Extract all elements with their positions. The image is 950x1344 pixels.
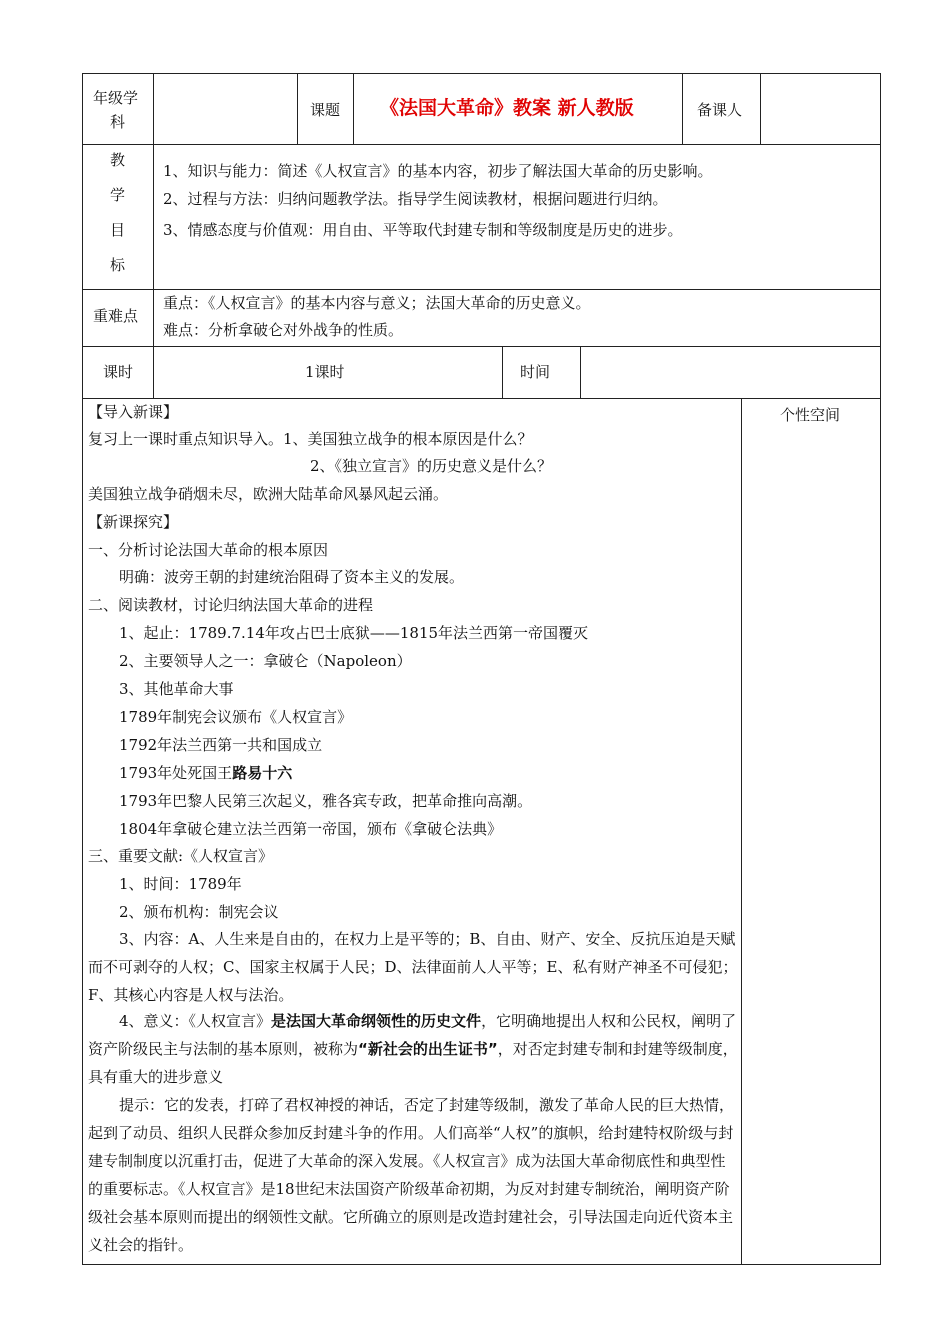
preparer-label: 备课人 (697, 101, 743, 119)
table-border-right (880, 73, 881, 1265)
col-divider-label (153, 73, 154, 398)
section-2-title: 二、阅读教材，讨论归纳法国大革命的进程 (88, 596, 374, 614)
section-3-title: 三、重要文献:《人权宣言》 (88, 847, 274, 865)
table-border-bottom (82, 1264, 881, 1265)
row-divider-1 (82, 144, 881, 145)
time-label: 时间 (520, 363, 551, 381)
topic-label: 课题 (310, 101, 341, 119)
significance-bold-certificate: “新社会的出生证书” (358, 1040, 498, 1058)
section-3-tip: 提示：它的发表，打碎了君权神授的神话，否定了封建等级制，激发了革命人民的巨大热情，起到了动员、组织人民群众参加反封建斗争的作用。人们高举“人权”的旗帜，给封建特权阶级与封建专制制度以沉重打击，促进了大革命的深入发展。《人权宣言》成为法国大革命彻底性和典型性的重要标志。《人权宣言》是18世纪末法国资产阶级革命初期，为反对封建专制统治，阐明资产阶级社会基本原则而提出的纲领性文献。它所确立的原则是改造封建社会，引导法国走向近代资本主义社会的指针。 (88, 1096, 735, 1254)
keypoints-label: 重难点 (93, 307, 139, 325)
objective-item-2: 2、过程与方法：归纳问题教学法。指导学生阅读教材，根据问题进行归纳。 (163, 190, 668, 208)
col-divider-topic (297, 73, 298, 144)
row-divider-2 (82, 289, 881, 290)
objective-item-3: 3、情感态度与价值观：用自由、平等取代封建专制和等级制度是历史的进步。 (163, 221, 683, 239)
hours-label: 课时 (103, 363, 134, 381)
event-1789: 1789年制宪会议颁布《人权宣言》 (119, 708, 353, 726)
grade-label-line2: 科 (110, 113, 126, 131)
significance-bold-document: 是法国大革命纲领性的历史文件 (271, 1012, 482, 1030)
col-divider-time-label (502, 346, 503, 398)
intro-transition: 美国独立战争硝烟未尽，欧洲大陆革命风暴风起云涌。 (88, 485, 449, 503)
significance-part-a: 4、意义：《人权宣言》 (119, 1012, 272, 1030)
row-divider-4 (82, 398, 881, 399)
objectives-label-char-4: 标 (110, 256, 126, 274)
event-1804: 1804年拿破仑建立法兰西第一帝国，颁布《拿破仑法典》 (119, 820, 503, 838)
event-1793-prefix: 1793年处死国王 (119, 764, 233, 782)
significance-part-c: ，它明确地提出人权和公民权，阐明了资产阶级民主与法制的基本原则，被称为 (88, 1012, 737, 1058)
section-1-answer: 明确：波旁王朝的封建统治阻碍了资本主义的发展。 (119, 568, 465, 586)
hours-value: 1课时 (305, 363, 345, 381)
col-divider-preparer-value (760, 73, 761, 144)
section-2-item-3: 3、其他革命大事 (119, 680, 234, 698)
section-2-item-2: 2、主要领导人之一：拿破仑（Napoleon） (119, 652, 412, 670)
section-2-item-1: 1、起止：1789.7.14年攻占巴士底狱——1815年法兰西第一帝国覆灭 (119, 624, 589, 642)
col-divider-time-value (580, 346, 581, 398)
intro-question-1: 复习上一课时重点知识导入。1、美国独立战争的根本原因是什么？ (88, 430, 533, 448)
section-3-content: 3、内容：A、人生来是自由的，在权力上是平等的；B、自由、财产、安全、反抗压迫是天赋而不可剥夺的人权；C、国家主权属于人民；D、法律面前人人平等；E、私有财产神圣不可侵犯；F、其核心内容是人权与法治。 (88, 930, 738, 1004)
section-3-time: 1、时间：1789年 (119, 875, 242, 893)
event-1793-king: 路易十六 (232, 764, 293, 782)
intro-question-2: 2、《独立宣言》的历史意义是什么？ (310, 457, 553, 475)
grade-label: 年级学 (93, 89, 139, 107)
significance-part-e: ，对否定封建专制和封建等级制度，具有重大的进步意义 (88, 1040, 738, 1086)
lesson-title: 《法国大革命》教案 新人教版 (380, 97, 634, 119)
keypoints-difficulty: 难点：分析拿破仑对外战争的性质。 (163, 321, 404, 339)
section-3-org: 2、颁布机构：制宪会议 (119, 903, 279, 921)
objectives-label-char-1: 教 (110, 151, 126, 169)
event-1793-uprising: 1793年巴黎人民第三次起义，雅各宾专政，把革命推向高潮。 (119, 792, 533, 810)
keypoints-focus: 重点：《人权宣言》的基本内容与意义；法国大革命的历史意义。 (163, 294, 591, 312)
col-divider-side (741, 398, 742, 1265)
personal-space-label: 个性空间 (780, 406, 841, 424)
intro-heading: 【导入新课】 (88, 403, 179, 421)
table-border-top (82, 73, 881, 74)
objectives-label-char-3: 目 (110, 221, 126, 239)
objective-item-1: 1、知识与能力：简述《人权宣言》的基本内容，初步了解法国大革命的历史影响。 (163, 162, 713, 180)
col-divider-title (353, 73, 354, 144)
event-1793-execution (119, 763, 292, 783)
col-divider-preparer (682, 73, 683, 144)
row-divider-3 (82, 346, 881, 347)
event-1792: 1792年法兰西第一共和国成立 (119, 736, 323, 754)
objectives-label-char-2: 学 (110, 186, 126, 204)
explore-heading: 【新课探究】 (88, 513, 179, 531)
section-3-significance (88, 1007, 738, 1091)
table-border-left (82, 73, 83, 1265)
section-1-title: 一、分析讨论法国大革命的根本原因 (88, 541, 329, 559)
